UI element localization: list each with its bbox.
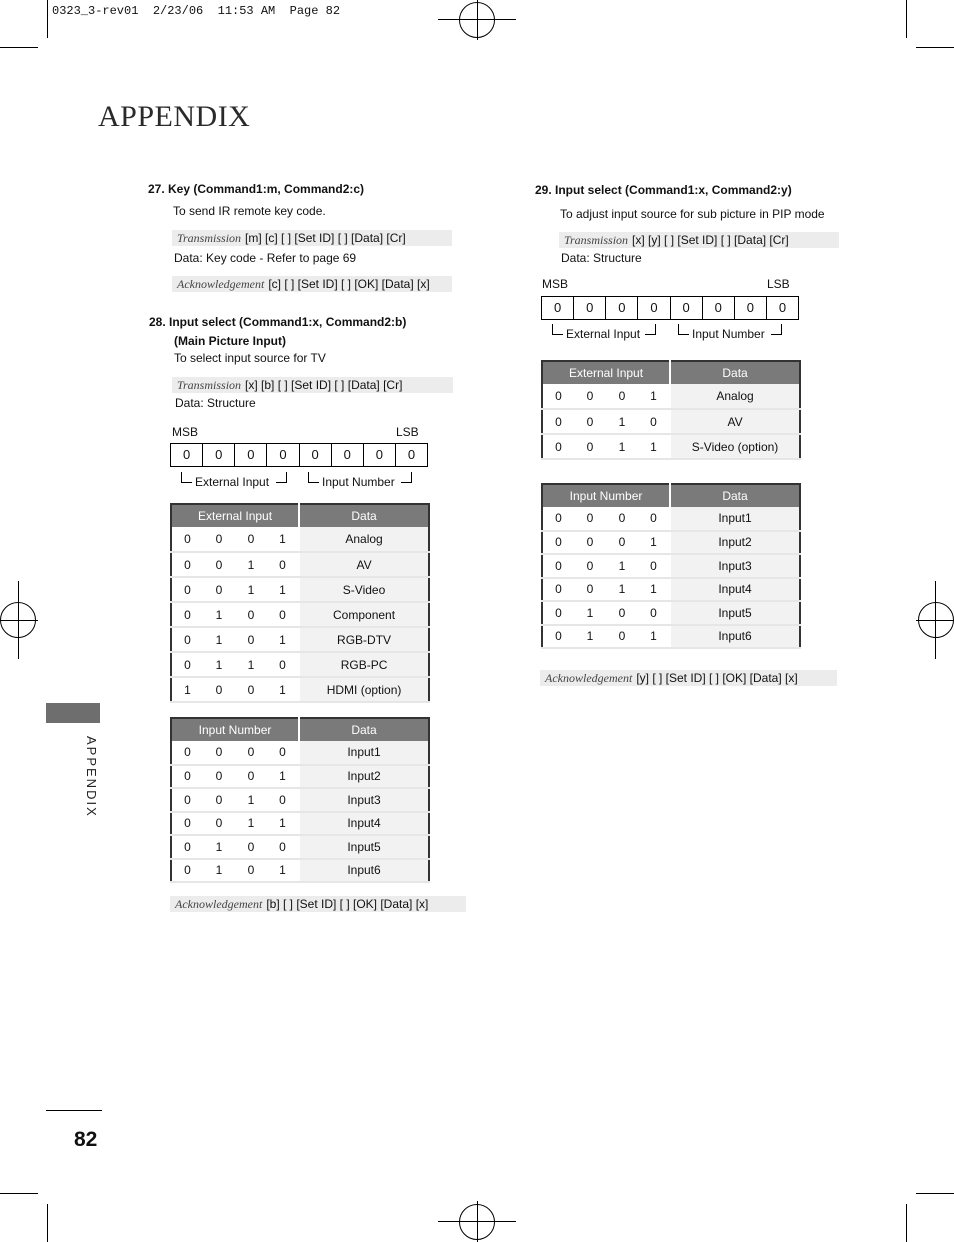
data-value: Input1 (670, 507, 800, 531)
registration-mark-icon (477, 1201, 478, 1242)
bit-value: 0 (638, 409, 670, 434)
bit-value: 0 (171, 577, 203, 602)
external-input-table (170, 503, 430, 703)
data-value: Input5 (299, 835, 429, 859)
table-row (542, 531, 800, 555)
table-row (542, 434, 800, 459)
bit-value: 0 (235, 527, 267, 552)
table-row (542, 578, 800, 602)
bit-value: 0 (203, 527, 235, 552)
data-value: Input2 (670, 531, 800, 555)
bit-value: 1 (235, 577, 267, 602)
bit-value: 0 (235, 835, 267, 859)
column-header: Data (670, 361, 800, 384)
column-header: Input Number (171, 718, 299, 741)
bit-value: 1 (267, 677, 299, 702)
lsb-label: LSB (396, 425, 419, 439)
column-header: Data (670, 484, 800, 507)
table-row (542, 384, 800, 409)
bit-value: 0 (171, 627, 203, 652)
bit-value: 0 (235, 765, 267, 789)
data-value: Component (299, 602, 429, 627)
bit-cell: 0 (300, 444, 332, 466)
data-value: Input3 (299, 788, 429, 812)
column-header: External Input (542, 361, 670, 384)
bit-value: 1 (638, 625, 670, 649)
bit-value: 1 (606, 409, 638, 434)
bit-cell: 0 (703, 297, 735, 319)
bit-value: 0 (606, 625, 638, 649)
data-value: Input4 (299, 812, 429, 836)
crop-mark (47, 0, 48, 38)
bit-cell: 0 (638, 297, 670, 319)
bit-value: 1 (203, 602, 235, 627)
bit-value: 1 (267, 627, 299, 652)
bit-value: 0 (203, 741, 235, 765)
crop-mark (0, 47, 38, 48)
registration-mark-icon (0, 620, 38, 621)
section-28-description: To select input source for TV (174, 351, 326, 365)
transmission-value: [x] [y] [ ] [Set ID] [ ] [Data] [Cr] (632, 233, 789, 247)
bit-value: 0 (171, 788, 203, 812)
table-row (171, 577, 429, 602)
bit-value: 0 (542, 507, 574, 531)
bit-cell: 0 (778, 300, 787, 315)
msb-label: MSB (172, 425, 199, 439)
bit-value: 0 (267, 552, 299, 577)
bit-value: 1 (235, 812, 267, 836)
column-header: Input Number (542, 484, 670, 507)
crop-mark (916, 1193, 954, 1194)
section-28-subheading: (Main Picture Input) (174, 334, 286, 348)
section-29-acknowledgement (540, 670, 837, 686)
bit-value: 0 (267, 835, 299, 859)
data-value: HDMI (option) (299, 677, 429, 702)
bit-value: 0 (606, 531, 638, 555)
bit-cell: 0 (364, 444, 396, 466)
bracket-label: Input Number (322, 475, 395, 489)
bit-value: 0 (606, 384, 638, 409)
acknowledgement-value: [c] [ ] [Set ID] [ ] [OK] [Data] [x] (268, 277, 430, 291)
bit-value: 0 (171, 527, 203, 552)
bit-value: 0 (542, 384, 574, 409)
bit-value: 0 (235, 859, 267, 883)
bit-structure (170, 443, 428, 467)
bit-cell: 0 (606, 297, 638, 319)
bit-cell: 0 (203, 444, 235, 466)
bit-value: 0 (171, 552, 203, 577)
bit-value: 0 (203, 577, 235, 602)
bit-cell: 0 (267, 444, 299, 466)
data-value: Analog (299, 527, 429, 552)
table-row (542, 601, 800, 625)
bit-value: 0 (235, 602, 267, 627)
bit-value: 0 (542, 434, 574, 459)
table-row (171, 788, 429, 812)
data-value: S-Video (299, 577, 429, 602)
data-value: AV (299, 552, 429, 577)
bit-value: 1 (203, 652, 235, 677)
table-row (171, 741, 429, 765)
bit-value: 0 (267, 741, 299, 765)
bracket-label: External Input (566, 327, 641, 341)
bit-structure (541, 296, 799, 320)
bit-cell: 0 (671, 297, 703, 319)
section-28-data-note: Data: Structure (175, 396, 256, 410)
section-27-acknowledgement (172, 276, 452, 292)
bit-value: 1 (638, 578, 670, 602)
bit-value: 0 (574, 507, 606, 531)
data-value: Input4 (670, 578, 800, 602)
bit-value: 0 (267, 602, 299, 627)
registration-mark-icon (477, 0, 478, 40)
registration-mark-icon (18, 581, 19, 659)
bit-value: 0 (235, 677, 267, 702)
bit-value: 0 (542, 601, 574, 625)
bit-value: 1 (203, 835, 235, 859)
bit-value: 0 (203, 765, 235, 789)
crop-mark (0, 1193, 38, 1194)
data-value: Input6 (670, 625, 800, 649)
bit-value: 1 (171, 677, 203, 702)
table-row (171, 859, 429, 883)
bit-value: 0 (171, 812, 203, 836)
bit-value: 0 (638, 601, 670, 625)
section-29-description: To adjust input source for sub picture in PIP mode (560, 207, 825, 221)
bit-cell: 0 (735, 297, 767, 319)
bit-value: 1 (203, 627, 235, 652)
input-number-table (541, 483, 801, 649)
page-number-rule (46, 1110, 102, 1111)
bit-value: 0 (171, 652, 203, 677)
bit-cell: 0 (407, 447, 416, 462)
bit-value: 1 (267, 859, 299, 883)
bit-value: 0 (171, 602, 203, 627)
lsb-label: LSB (767, 277, 790, 291)
data-value: Input2 (299, 765, 429, 789)
msb-label: MSB (542, 277, 569, 291)
data-value: S-Video (option) (670, 434, 800, 459)
table-row (542, 625, 800, 649)
bit-value: 1 (267, 812, 299, 836)
bracket-input-number (678, 324, 782, 342)
bit-value: 1 (606, 578, 638, 602)
bit-value: 0 (235, 627, 267, 652)
bit-value: 0 (574, 554, 606, 578)
acknowledgement-label: Acknowledgement (177, 277, 265, 291)
bit-value: 0 (606, 507, 638, 531)
bit-value: 1 (638, 434, 670, 459)
bracket-external-input (552, 324, 656, 342)
data-value: RGB-PC (299, 652, 429, 677)
transmission-label: Transmission (177, 378, 242, 392)
bracket-input-number (308, 472, 412, 490)
bit-value: 1 (235, 552, 267, 577)
page-title: APPENDIX (98, 100, 251, 133)
bit-cell: 0 (574, 297, 606, 319)
bit-value: 0 (574, 578, 606, 602)
acknowledgement-value: [b] [ ] [Set ID] [ ] [OK] [Data] [x] (266, 897, 429, 911)
bit-cell: 0 (332, 444, 364, 466)
bit-value: 0 (203, 812, 235, 836)
section-27-description: To send IR remote key code. (173, 204, 326, 218)
bit-cell: 0 (235, 444, 267, 466)
transmission-label: Transmission (564, 233, 629, 247)
bit-value: 1 (267, 527, 299, 552)
data-value: Input5 (670, 601, 800, 625)
bit-value: 1 (606, 554, 638, 578)
table-row (171, 627, 429, 652)
data-value: Analog (670, 384, 800, 409)
data-value: Input3 (670, 554, 800, 578)
bit-value: 0 (235, 741, 267, 765)
table-row (542, 409, 800, 434)
section-27-transmission (172, 230, 452, 246)
transmission-value: [x] [b] [ ] [Set ID] [ ] [Data] [Cr] (245, 378, 403, 392)
column-header: Data (299, 504, 429, 527)
side-tab (46, 703, 100, 723)
bit-value: 1 (235, 788, 267, 812)
bit-value: 0 (171, 765, 203, 789)
bit-value: 0 (171, 859, 203, 883)
crop-mark (916, 47, 954, 48)
crop-mark (47, 1204, 48, 1242)
external-input-table (541, 360, 801, 460)
bit-value: 1 (638, 531, 670, 555)
table-row (171, 527, 429, 552)
bracket-label: Input Number (692, 327, 765, 341)
bracket-external-input (181, 472, 287, 490)
bit-cell: 0 (542, 297, 574, 319)
data-value: RGB-DTV (299, 627, 429, 652)
bit-value: 0 (267, 652, 299, 677)
bit-value: 0 (542, 578, 574, 602)
bit-value: 1 (235, 652, 267, 677)
bit-value: 0 (542, 625, 574, 649)
table-row (542, 554, 800, 578)
bit-value: 0 (203, 552, 235, 577)
section-29-data-note: Data: Structure (561, 251, 642, 265)
bit-value: 0 (203, 788, 235, 812)
bit-value: 0 (574, 531, 606, 555)
table-row (171, 812, 429, 836)
bit-value: 0 (542, 409, 574, 434)
table-row (171, 835, 429, 859)
table-row (542, 507, 800, 531)
acknowledgement-value: [y] [ ] [Set ID] [ ] [OK] [Data] [x] (636, 671, 798, 685)
bit-value: 0 (203, 677, 235, 702)
section-28-transmission (172, 377, 453, 393)
bit-cell: 0 (171, 444, 203, 466)
bit-value: 1 (203, 859, 235, 883)
section-28-heading: 28. Input select (Command1:x, Command2:b) (149, 315, 407, 329)
section-27-data-note: Data: Key code - Refer to page 69 (174, 251, 357, 265)
bit-value: 0 (267, 788, 299, 812)
transmission-value: [m] [c] [ ] [Set ID] [ ] [Data] [Cr] (245, 231, 406, 245)
bit-value: 0 (171, 835, 203, 859)
registration-mark-icon (935, 581, 936, 659)
table-row (171, 765, 429, 789)
data-value: Input6 (299, 859, 429, 883)
section-29-transmission (559, 232, 839, 248)
bit-value: 0 (542, 531, 574, 555)
bit-value: 0 (574, 409, 606, 434)
print-header: 0323_3-rev01 2/23/06 11:53 AM Page 82 (52, 4, 341, 18)
bit-value: 0 (542, 554, 574, 578)
table-row (171, 552, 429, 577)
section-27-heading: 27. Key (Command1:m, Command2:c) (148, 182, 365, 196)
bit-value: 0 (606, 601, 638, 625)
acknowledgement-label: Acknowledgement (545, 671, 633, 685)
bit-value: 0 (574, 434, 606, 459)
crop-mark (906, 0, 907, 38)
bit-value: 0 (638, 554, 670, 578)
column-header: Data (299, 718, 429, 741)
column-header: External Input (171, 504, 299, 527)
data-value: AV (670, 409, 800, 434)
bit-value: 1 (267, 765, 299, 789)
crop-mark (906, 1204, 907, 1242)
bit-value: 1 (574, 625, 606, 649)
table-row (171, 602, 429, 627)
bit-value: 1 (574, 601, 606, 625)
bit-value: 0 (171, 741, 203, 765)
bit-value: 0 (638, 507, 670, 531)
transmission-label: Transmission (177, 231, 242, 245)
input-number-table (170, 717, 430, 883)
bit-value: 1 (606, 434, 638, 459)
bit-value: 1 (638, 384, 670, 409)
acknowledgement-label: Acknowledgement (175, 897, 263, 911)
bracket-label: External Input (195, 475, 270, 489)
page-number: 82 (74, 1128, 98, 1151)
data-value: Input1 (299, 741, 429, 765)
bit-value: 0 (574, 384, 606, 409)
side-label: APPENDIX (84, 736, 99, 818)
section-29-heading: 29. Input select (Command1:x, Command2:y) (535, 183, 792, 197)
bit-value: 1 (267, 577, 299, 602)
table-row (171, 677, 429, 702)
table-row (171, 652, 429, 677)
section-28-acknowledgement (170, 896, 466, 912)
